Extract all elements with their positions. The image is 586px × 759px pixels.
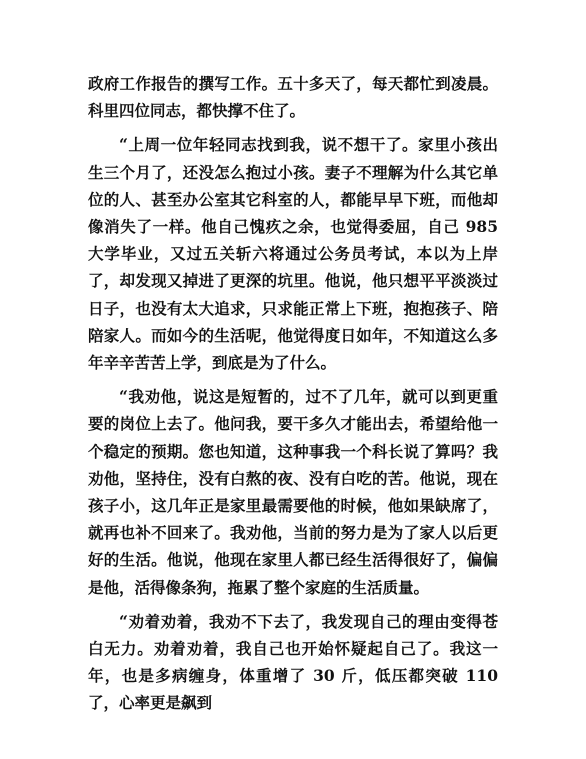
paragraph-1: 政府工作报告的撰写工作。五十多天了，每天都忙到凌晨。科里四位同志，都快撑不住了。 [88, 74, 498, 121]
paragraph-2: “上周一位年轻同志找到我，说不想干了。家里小孩出生三个月了，还没怎么抱过小孩。妻子不理解为什么其它单位的人、甚至办公室其它科室的人，都能早早下班，而他却像消失了一样。他自己愧疚之余，也觉得委屈，自己 985 大学毕业，又过五关斩六将通过公务员考试，本以为上岸了，却发现又掉进了更深的坑里。他说，他只想平平淡淡过日子，也没有太大追求，只求能正常上下班，抱抱孩子、陪陪家人。而如今的生活呢，他觉得度日如年，不知道这么多年辛辛苦苦上学，到底是为了什么。 [88, 135, 498, 373]
paragraph-4: “劝着劝着，我劝不下去了，我发现自己的理由变得苍白无力。劝着劝着，我自己也开始怀疑起自己了。我这一年，也是多病缠身，体重增了 30 斤，低压都突破 110 了，心率更是飙到 [88, 611, 498, 713]
document-body [88, 70, 498, 717]
paragraph-3: “我劝他，说这是短暂的，过不了几年，就可以到更重要的岗位上去了。他问我，要干多久才能出去，希望给他一个稳定的预期。您也知道，这种事我一个科长说了算吗？我劝他，坚持住，没有白熬的夜、没有白吃的苦。他说，现在孩子小，这几年正是家里最需要他的时候，他如果缺席了，就再也补不回来了。我劝他，当前的努力是为了家人以后更好的生活。他说，他现在家里人都已经生活得很好了，偏偏是他，活得像条狗，拖累了整个家庭的生活质量。 [88, 387, 498, 597]
